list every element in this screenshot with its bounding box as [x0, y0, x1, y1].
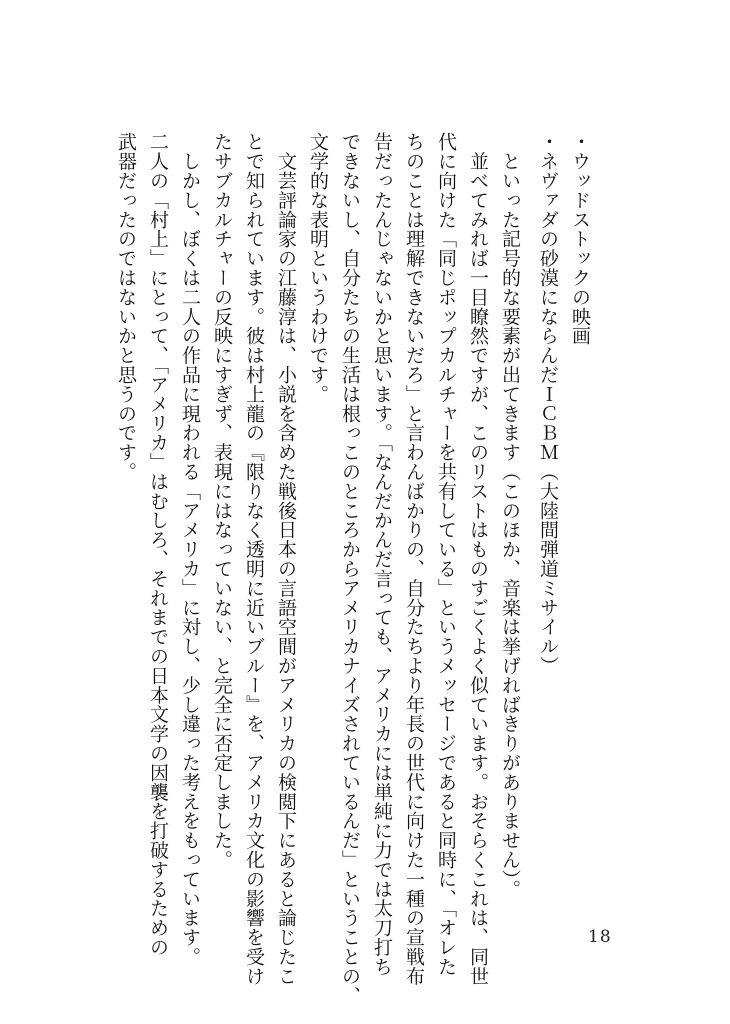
text-line: 代に向けた「同じポップカルチャーを共有している」というメッセージであると同時に、「オレた — [435, 132, 457, 977]
text-line: とで知られています。彼は村上龍の『限りなく透明に近いブルー』を、アメリカ文化の影響を受け — [243, 132, 265, 986]
text-line: 二人の「村上」にとって、「アメリカ」はむしろ、それまでの日本文学の因襲を打破するための — [147, 132, 169, 957]
text-line: 文学的な表明というわけです。 — [307, 132, 329, 404]
page-number: 18 — [588, 927, 612, 947]
text-line: 並べてみれば一目瞭然ですが、このリストはものすごくよく似ています。おそらくこれは、同世 — [467, 132, 489, 986]
text-line: 文芸評論家の江藤淳は、小説を含めた戦後日本の言語空間がアメリカの検閲下にあると論じたこ — [275, 132, 297, 986]
bullet-item-icbm: ・ネヴァダの砂漠にならんだＩＣＢＭ（大陸間弾道ミサイル） — [537, 132, 559, 676]
text-line: たサブカルチャーの反映にすぎず、表現にはなっていない、と完全に否定しました。 — [211, 132, 233, 870]
text-line: できないし、自分たちの生活は根っこのところからアメリカナイズされているんだ」ということの、 — [339, 132, 361, 1005]
text-line: といった記号的な要素が出てきます（このほか、音楽は挙げればきりがありません）。 — [499, 132, 521, 899]
bullet-item-woodstock: ・ウッドストックの映画 — [569, 132, 591, 346]
text-line: 武器だったのではないかと思うのです。 — [115, 132, 137, 482]
text-line: しかし、ぼくは二人の作品に現われる「アメリカ」に対し、少し違った考えをもっています。 — [179, 132, 201, 967]
vertical-text-body — [115, 132, 596, 1005]
text-line: 告だったんじゃないかと思います。「なんだかんだ言っても、アメリカには単純に力では太刀打ち — [371, 132, 393, 977]
text-line: ちのことは理解できないだろ」と言わんばかりの、自分たちより年長の世代に向けた一種の宣戦布 — [403, 132, 425, 986]
